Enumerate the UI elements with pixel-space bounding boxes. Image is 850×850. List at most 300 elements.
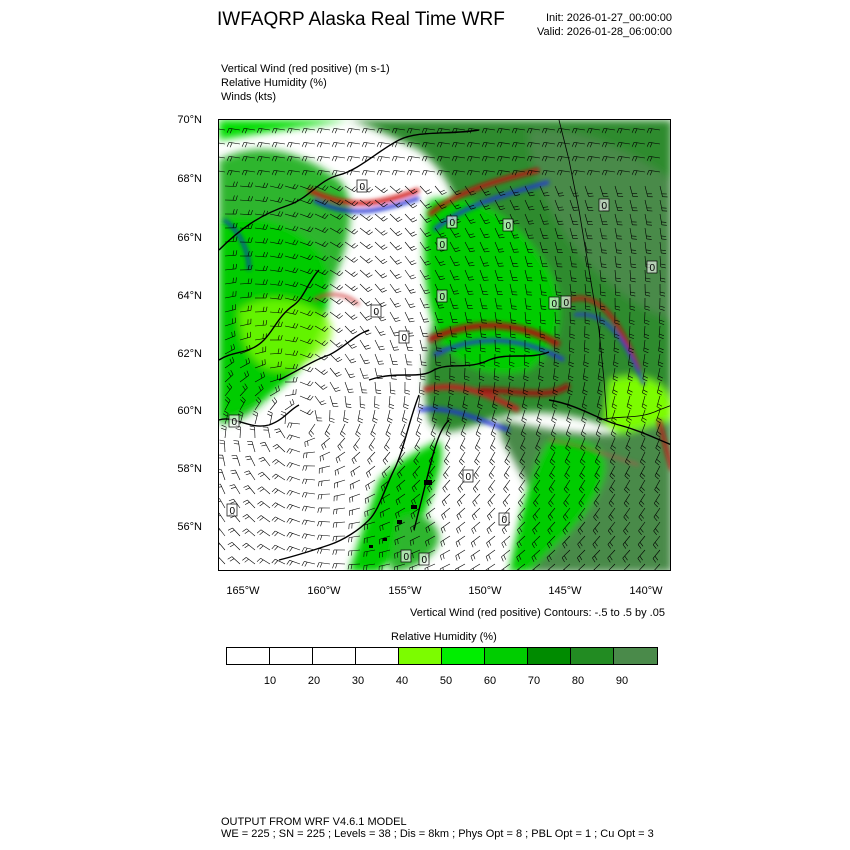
wind-barb-feather [348,565,349,570]
wind-barb [455,564,465,569]
wind-barb [390,312,396,322]
wind-barb-feather [318,508,319,513]
wind-barb [501,564,510,570]
wind-barb [426,508,435,515]
wind-barb-feather [347,142,349,147]
wind-barb-feather [320,535,322,540]
wind-barb-feather [260,474,264,476]
wind-barb-feather [387,431,391,434]
wind-barb [420,368,421,379]
wind-barb-feather [384,447,388,451]
wind-barb-feather [567,421,571,424]
wind-barb-feather [397,277,402,279]
wind-barb-feather [350,485,351,490]
wind-barb-feather [396,217,400,220]
wind-barb [229,142,240,144]
wind-barb [255,413,258,424]
wind-barb-feather [351,537,352,542]
wind-barb-feather [428,567,429,571]
init-time: Init: 2026-01-27_00:00:00 [546,12,672,24]
wind-barb-feather [398,233,402,235]
wind-barb [334,494,345,496]
wind-barb-feather [395,143,397,148]
wind-barb-feather [228,528,232,530]
wind-barb-feather [287,435,290,439]
wind-barb-feather [501,557,503,562]
wind-barb-feather [420,390,425,392]
wind-barb-feather [219,487,222,488]
wind-barb-feather [253,414,257,417]
wind-barb [435,186,442,195]
wind-barb-feather [380,349,385,350]
wind-barb [360,214,369,221]
wind-barb-feather [320,129,322,134]
wind-barb [232,542,240,550]
wind-barb [390,368,392,379]
wind-barb [219,556,225,564]
wind-barb-feather [386,434,390,437]
wind-barb-feather [372,431,376,434]
wind-barb [240,427,241,438]
wind-barb [233,528,241,536]
wind-barb-feather [337,285,341,288]
wind-barb-feather [275,532,278,536]
wind-barb [289,128,300,130]
wind-barb [519,480,525,489]
wind-barb-feather [323,455,324,460]
wind-barb-feather [336,523,337,528]
wind-barb-feather [228,557,232,560]
wind-barb-feather [396,306,401,308]
wind-barb-feather [368,260,372,263]
wind-barb-feather [320,563,322,568]
wind-barb [457,508,465,515]
wind-barb-feather [275,547,278,551]
wind-barb [488,480,495,489]
wind-barb [390,270,397,279]
wind-barb-feather [275,504,279,508]
wind-barb-feather [351,361,356,363]
wind-barb-feather [242,142,244,147]
colorbar-box [227,648,270,664]
wind-barb [420,382,421,393]
humidity-colorbar [226,647,658,665]
wind-barb-feather [259,457,264,459]
wind-barb-feather [471,556,473,561]
wind-barb-feather [336,328,340,331]
wind-barb-feather [412,234,417,236]
wind-barb-feather [404,404,409,406]
wind-barb [304,548,315,551]
wind-barb-feather [409,289,414,291]
wind-barb-feather [365,512,366,517]
wind-barb-feather [442,192,447,194]
wind-barb [244,142,255,144]
wind-barb-feather [323,387,327,390]
wind-barb [315,368,324,375]
wind-barb-feather [346,404,351,405]
wind-barb [360,382,362,393]
wind-barb-feather [445,486,448,490]
wind-barb-feather [502,530,504,534]
wind-barb-feather [335,129,337,134]
wind-barb-feather [382,305,387,307]
wind-barb-feather [344,418,349,420]
wind-barb-feather [473,568,474,571]
wind-barb-feather [477,432,481,435]
wind-barb [390,228,398,236]
wind-barb [405,312,410,322]
wind-barb [219,513,225,522]
colorbar-tick-label: 80 [571,675,585,687]
wind-barb-feather [401,434,405,437]
wind-barb-feather [384,190,388,193]
wind-barb-feather [236,429,241,431]
wind-barb-feather [441,542,443,547]
wind-barb [285,394,296,396]
wind-barb-feather [447,431,451,434]
wind-barb-feather [260,442,265,443]
wind-barb-feather [353,317,357,320]
wind-barb-feather [388,418,392,420]
wind-barb-feather [488,489,491,493]
wind-barb-feather [334,388,339,389]
wind-barb [336,452,345,458]
wind-barb-feather [368,275,372,278]
colorbar-tick-label: 90 [615,675,629,687]
wind-barb-feather [410,261,415,263]
wind-barb-feather [320,549,322,554]
wind-barb-feather [377,170,379,175]
wind-barb-feather [373,421,377,423]
wind-barb [221,470,225,480]
wind-barb-feather [382,290,387,292]
wind-barb-feather [233,441,238,442]
wind-barb-feather [364,360,369,361]
wind-barb-feather [290,561,293,565]
wind-barb [375,186,384,193]
wind-barb-feather [475,500,478,504]
wind-barb-feather [272,531,275,535]
wind-barb [319,521,330,522]
wind-barb-feather [446,434,450,437]
wind-barb-feather [460,486,463,490]
wind-barb-feather [336,536,337,541]
wind-barb [315,382,323,390]
wind-barb-feather [272,545,275,549]
wind-barb [383,452,390,461]
wind-barb [420,186,427,194]
wind-barb-feather [268,411,272,413]
lat-label-68: 68°N [177,173,202,185]
wind-barb-feather [351,472,353,477]
wind-barb-feather [421,362,426,363]
wind-barb-feather [337,299,341,302]
wind-barb-feather [443,554,444,559]
wind-barb-feather [504,528,506,532]
wind-barb-feather [354,457,356,461]
wind-barb [352,452,360,459]
wind-barb-feather [489,475,492,479]
wind-barb-feather [416,445,420,449]
wind-barb [420,200,427,208]
wind-barb [443,480,450,488]
wind-barb-feather [410,306,415,307]
wind-barb-feather [459,461,463,465]
wind-barb-feather [336,357,340,360]
wind-barb-feather [332,128,334,133]
wind-barb-feather [305,442,306,447]
wind-barb-feather [307,381,310,385]
wind-barb [473,480,480,489]
wind-barb [405,298,410,308]
wind-barb-feather [398,191,402,194]
wind-barb-feather [360,404,365,405]
wind-barb-feather [333,509,334,514]
wind-barb [371,424,375,434]
wind-barb-feather [275,490,279,494]
wind-barb-feather [281,411,286,413]
wind-barb-feather [230,544,234,547]
wind-barb-feather [230,485,235,486]
colorbar-tick-label: 50 [439,675,453,687]
wind-barb-feather [458,541,460,546]
contour-label: 0 [505,221,512,232]
valid-time: Valid: 2026-01-28_06:00:00 [537,26,672,38]
wind-barb-feather [302,142,304,147]
wind-barb-feather [472,529,474,534]
wind-barb-feather [655,570,658,571]
contour-label: 0 [231,417,238,428]
wind-barb [390,284,397,293]
wind-barb-feather [245,456,250,457]
wind-barb-feather [333,523,334,528]
wind-barb-feather [320,157,322,162]
wind-barb-feather [486,570,488,571]
wind-barb-feather [420,393,425,395]
wind-barb [247,514,255,522]
wind-barb-feather [383,218,387,221]
wind-barb-feather [272,559,275,563]
wind-barb [345,312,353,320]
wind-barb-feather [351,551,352,556]
wind-barb-feather [444,513,446,518]
wind-barb-feather [425,190,429,192]
wind-barb-feather [245,531,249,534]
wind-barb [319,142,330,144]
wind-barb [319,480,330,481]
wind-barb-feather [366,287,370,290]
wind-barb-feather [310,396,313,400]
wind-barb [252,441,255,452]
wind-barb-feather [425,157,427,162]
wind-barb [471,550,480,556]
contour-label: 0 [439,240,446,251]
wind-barb-feather [422,156,424,161]
wind-barb-feather [471,543,473,548]
wind-barb-feather [330,418,335,420]
wind-barb-feather [354,217,358,220]
wind-barb [390,298,396,307]
wind-barb-feather [458,488,461,492]
wind-barb [402,410,405,421]
wind-barb-feather [369,217,373,220]
wind-barb [220,499,226,509]
wind-barb [405,228,412,236]
wind-barb-feather [403,418,407,421]
wind-barb-feather [365,171,367,176]
wind-barb-feather [311,431,314,435]
wind-barb [345,270,354,277]
wind-barb-feather [321,522,323,527]
wind-barb-feather [377,142,379,147]
wind-barb-feather [413,205,417,208]
wind-barb [304,156,315,158]
wind-barb-feather [292,399,294,404]
wind-barb-feather [336,458,338,463]
wind-barb-feather [437,170,439,175]
wind-barb-feather [309,433,312,437]
wind-barb-feather [287,560,290,564]
wind-barb-feather [366,230,370,233]
wind-barb-feather [461,434,465,437]
wind-barb-feather [287,490,290,494]
wind-barb-feather [321,385,325,388]
wind-barb-feather [474,514,477,518]
wind-barb-feather [305,129,307,134]
wind-barb-feather [261,460,266,462]
wind-barb-feather [267,414,272,416]
wind-barb-feather [219,544,220,546]
wind-barb-feather [520,487,523,491]
wind-barb-feather [353,332,357,334]
wind-barb [440,564,450,569]
wind-barb-feather [350,377,355,378]
wind-barb-feather [475,462,479,466]
wind-barb-feather [505,462,509,465]
wind-barb-feather [302,534,304,538]
wind-barb-feather [330,421,335,423]
wind-barb-feather [394,350,399,351]
wind-barb [334,508,345,509]
wind-barb [356,424,360,434]
wind-barb [442,494,450,502]
wind-barb [345,242,354,248]
wind-barb [488,494,495,502]
wind-barb [334,170,345,172]
wind-barb [315,396,322,405]
wind-barb [304,452,315,453]
wind-barb-feather [377,156,379,161]
wind-barb-feather [287,142,289,147]
wind-barb-feather [553,418,557,421]
wind-barb-feather [303,466,304,471]
wind-barb-feather [367,333,372,335]
wind-barb [405,354,407,365]
wind-barb-feather [397,291,402,293]
wind-barb [390,340,394,350]
wind-barb [409,156,420,158]
wind-barb-feather [336,390,341,391]
wind-barb-feather [416,434,420,437]
wind-barb [247,529,255,536]
wind-barb [375,340,380,350]
wind-barb-feather [335,471,336,476]
wind-barb [219,542,225,550]
wind-barb [345,382,349,392]
wind-barb-feather [337,314,341,317]
contour-label: 0 [465,472,472,483]
contour-note: Vertical Wind (red positive) Contours: -.5 to .5 by .05 [410,607,665,619]
wind-barb [279,429,285,438]
wind-barb-feather [350,359,355,361]
wind-barb-feather [412,249,417,251]
wind-barb-feather [381,245,385,248]
lon-label-160: 160°W [307,585,341,597]
lat-label-60: 60°N [177,405,202,417]
wind-barb-feather [459,527,461,532]
wind-barb-feather [332,170,334,175]
wind-barb [330,368,337,377]
wind-barb-feather [310,411,313,415]
wind-barb-feather [275,461,279,464]
wind-barb-feather [339,301,343,304]
wind-barb-feather [492,445,496,448]
wind-barb-feather [219,558,220,560]
wind-barb [285,413,286,424]
colorbar-box [399,648,442,664]
wind-barb-feather [350,143,352,148]
wind-barb [360,340,366,349]
wind-barb-feather [477,445,481,448]
wind-barb-feather [245,488,250,490]
wind-barb-feather [473,555,475,560]
wind-barb-feather [257,142,259,147]
variable-vertical-wind: Vertical Wind (red positive) (m s-1) [221,63,390,75]
wind-barb-feather [472,516,474,520]
wind-barb-feather [318,481,319,486]
wind-barb-feather [340,434,344,437]
lon-label-150: 150°W [468,585,502,597]
wind-barb-feather [290,129,292,134]
wind-barb [390,354,393,365]
wind-barb [409,170,420,172]
wind-barb [401,424,405,434]
wind-barb [487,522,495,529]
wind-barb-feather [362,128,364,133]
wind-barb-feather [260,532,264,535]
wind-barb-feather [275,143,277,148]
wind-barb [259,142,270,144]
wind-barb-feather [317,563,319,568]
wind-barb-feather [410,171,412,176]
wind-barb-feather [302,128,304,133]
wind-barb-feather [335,372,340,374]
wind-barb-feather [440,569,441,571]
wind-barb-feather [230,470,235,471]
contour-label: 0 [439,292,446,303]
lat-label-58: 58°N [177,463,202,475]
wind-barb-feather [383,461,386,465]
wind-barb [345,326,353,334]
wind-barb-feather [335,143,337,148]
wind-barb-feather [318,495,319,500]
wind-barb [304,506,315,508]
wind-barb-feather [363,375,368,376]
wind-barb-feather [324,443,326,448]
wind-barb [261,530,270,536]
wind-barb-feather [508,418,512,421]
